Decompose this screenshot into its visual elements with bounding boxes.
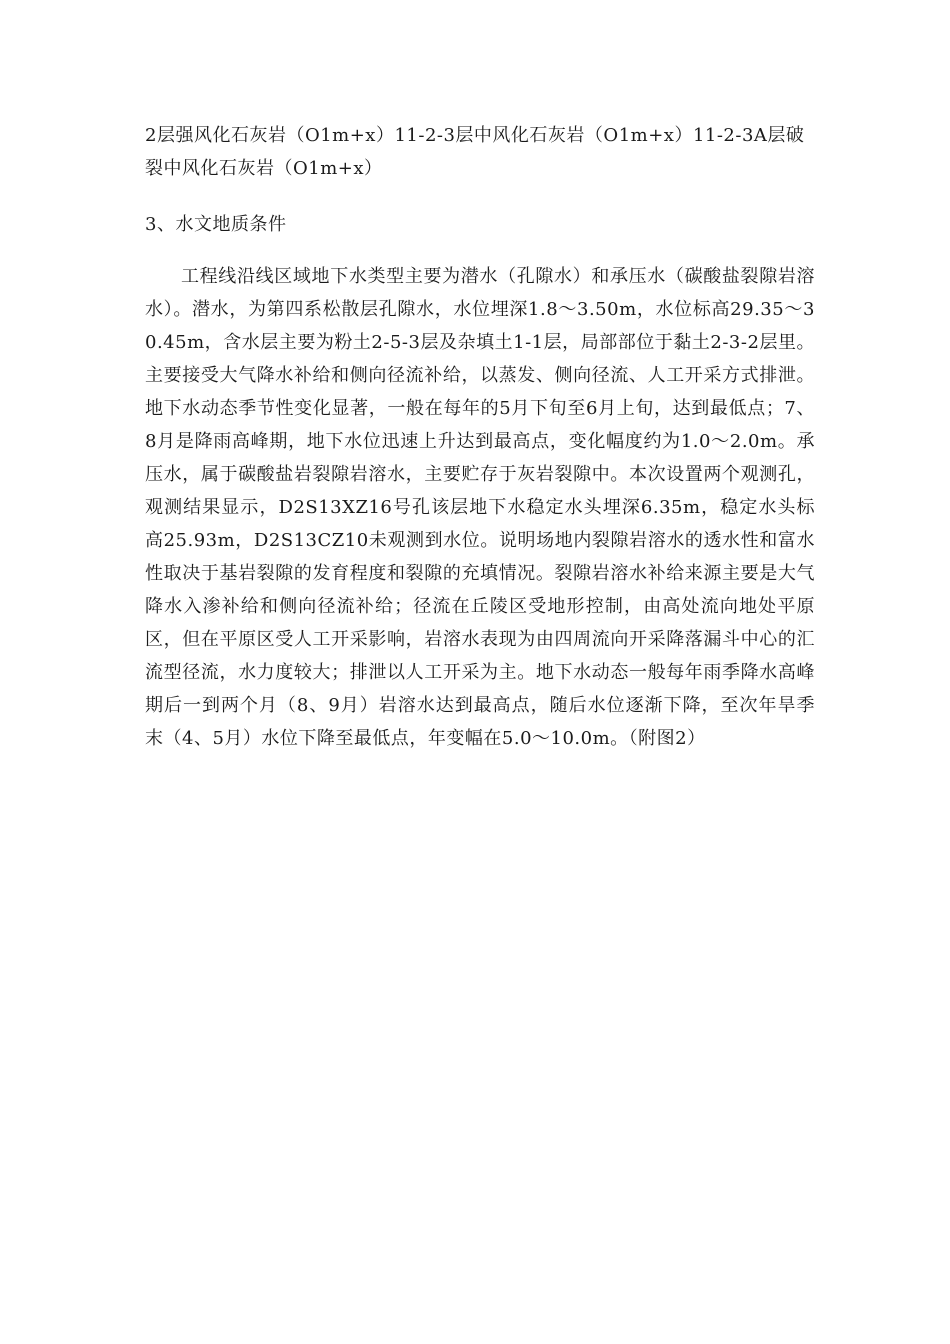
intro-paragraph	[145, 119, 815, 185]
section-heading: 3、水文地质条件	[145, 214, 287, 235]
intro-text: 2层强风化石灰岩（O1m+x）11-2-3层中风化石灰岩（O1m+x）11-2-3A层破裂中风化石灰岩（O1m+x）	[145, 125, 805, 179]
body-text: 工程线沿线区域地下水类型主要为潜水（孔隙水）和承压水（碳酸盐裂隙岩溶水）。潜水，为第四系松散层孔隙水，水位埋深1.8～3.50m，水位标高29.35～30.45m，含水层主要为粉土2-5-3层及杂填土1-1层，局部部位于黏土2-3-2层里。主要接受大气降水补给和侧向径流补给，以蒸发、侧向径流、人工开采方式排泄。地下水动态季节性变化显著，一般在每年的5月下旬至6月上旬，达到最低点；7、8月是降雨高峰期，地下水位迅速上升达到最高点，变化幅度约为1.0～2.0m。承压水，属于碳酸盐岩裂隙岩溶水，主要贮存于灰岩裂隙中。本次设置两个观测孔，观测结果显示，D2S13XZ16号孔该层地下水稳定水头埋深6.35m，稳定水头标高25.93m，D2S13CZ10未观测到水位。说明场地内裂隙岩溶水的透水性和富水性取决于基岩裂隙的发育程度和裂隙的充填情况。裂隙岩溶水补给来源主要是大气降水入渗补给和侧向径流补给；径流在丘陵区受地形控制，由高处流向地处平原区，但在平原区受人工开采影响，岩溶水表现为由四周流向开采降落漏斗中心的汇流型径流，水力度较大；排泄以人工开采为主。地下水动态一般每年雨季降水高峰期后一到两个月（8、9月）岩溶水达到最高点，随后水位逐渐下降，至次年旱季末（4、5月）水位下降至最低点，年变幅在5.0～10.0m。（附图2）	[145, 266, 815, 749]
body-paragraph	[145, 260, 815, 755]
